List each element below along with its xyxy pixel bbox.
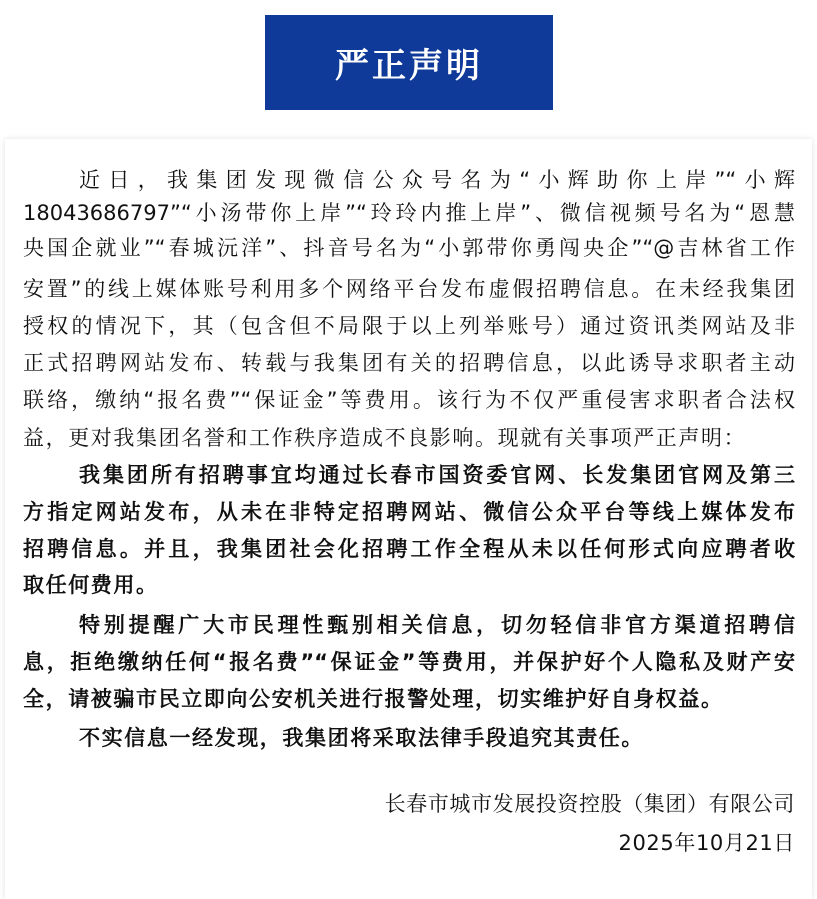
signature-date: 2025年10月21日 — [618, 831, 795, 855]
text-line: 授权的情况下，其（包含但不局限于以上列举账号）通过资讯类网站及非 — [23, 314, 795, 338]
page-title: 严正声明 — [335, 46, 483, 86]
text-line: 18043686797”“小汤带你上岸”“玲玲内推上岸”、微信视频号名为“恩慧 — [23, 201, 795, 225]
text-line: 取任何费用。 — [23, 573, 159, 597]
text-line: 方指定网站发布，从未在非特定招聘网站、微信公众平台等线上媒体发布 — [23, 500, 795, 524]
signature-company: 长春市城市发展投资控股（集团）有限公司 — [384, 792, 795, 816]
text-line: 不实信息一经发现，我集团将采取法律手段追究其责任。 — [79, 726, 644, 750]
text-line: 息，拒绝缴纳任何“报名费”“保证金”等费用，并保护好个人隐私及财产安 — [23, 650, 795, 674]
text-line: 招聘信息。并且，我集团社会化招聘工作全程从未以任何形式向应聘者收 — [23, 537, 795, 561]
text-line: 全，请被骗市民立即向公安机关进行报警处理，切实维护好自身权益。 — [23, 687, 724, 711]
text-line: 特别提醒广大市民理性甄别相关信息，切勿轻信非官方渠道招聘信 — [79, 613, 795, 637]
title-banner — [265, 15, 553, 110]
text-line: 安置”的线上媒体账号利用多个网络平台发布虚假招聘信息。在未经我集团 — [23, 277, 795, 301]
text-line: 联络，缴纳“报名费”“保证金”等费用。该行为不仅严重侵害求职者合法权 — [23, 388, 795, 412]
text-line: 正式招聘网站发布、转载与我集团有关的招聘信息，以此诱导求职者主动 — [23, 351, 795, 375]
text-line: 央国企就业”“春城沅洋”、抖音号名为“小郭带你勇闯央企”“@吉林省工作 — [23, 236, 795, 260]
text-line: 近日，我集团发现微信公众号名为“小辉助你上岸”“小辉 — [79, 168, 795, 192]
text-line: 益，更对我集团名誉和工作秩序造成不良影响。现就有关事项严正声明： — [23, 426, 747, 450]
text-line: 我集团所有招聘事宜均通过长春市国资委官网、长发集团官网及第三 — [79, 463, 795, 487]
